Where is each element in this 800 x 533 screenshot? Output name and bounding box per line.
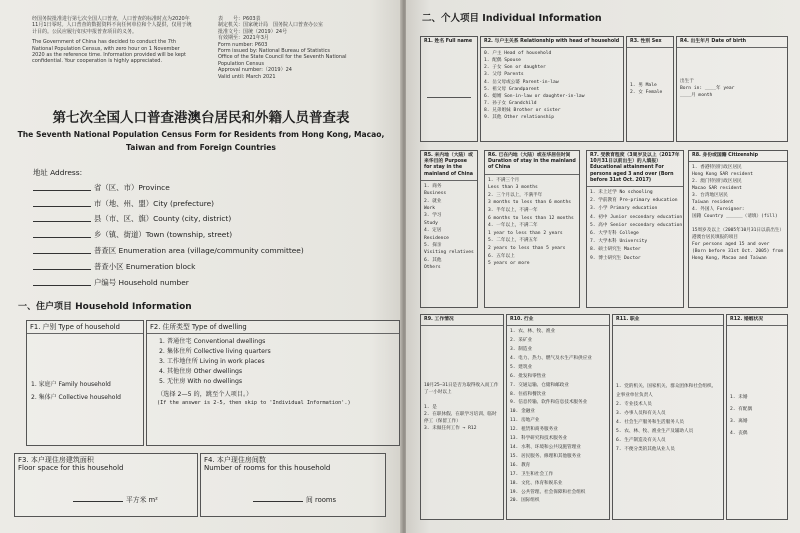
r3-heading: R3. 性别 Sex <box>627 37 673 48</box>
r7-options <box>587 187 683 265</box>
form-title-en: The Seventh National Population Census Form for Residents from Hong Kong, Macao, Taiwan and from Foreign Countries <box>17 130 385 152</box>
r6-option[interactable]: 6 months to less than 12 months <box>488 215 574 221</box>
r10-option[interactable]: 13. 科学研究和技术服务业 <box>510 436 568 442</box>
r10-option[interactable]: 12. 租赁和商务服务业 <box>510 427 558 433</box>
r2-option[interactable]: 4. 岳父母或公婆 Parent-in-law <box>484 79 559 85</box>
metadata-line: Office of the State Council for the Seventh National <box>218 54 347 61</box>
r10-option[interactable]: 4. 电力、热力、燃气及水生产和供应业 <box>510 355 592 361</box>
r4-birth-date-box <box>676 36 788 142</box>
f1-options <box>27 334 143 407</box>
address-blank[interactable] <box>33 237 91 238</box>
r7-option[interactable]: 3. 小学 Primary education <box>590 206 658 212</box>
r6-option[interactable]: 2. 三个月以上，不满半年 <box>488 192 543 198</box>
r8-option[interactable]: 4. 外国人 Foreigner: <box>692 207 745 213</box>
address-field-row[interactable] <box>33 277 189 288</box>
address-field-row[interactable] <box>33 229 232 240</box>
r5-option[interactable]: Others <box>424 265 441 271</box>
r11-option[interactable]: 7. 不便分类的其他从业人员 <box>616 447 675 453</box>
address-field-row[interactable] <box>33 182 170 193</box>
r12-option[interactable]: 1. 未婚 <box>730 395 748 401</box>
r5-option[interactable]: Business <box>424 191 447 197</box>
address-label: 地址 Address: <box>33 168 83 177</box>
r2-relationship-box <box>480 36 624 142</box>
r7-education-box <box>586 150 684 308</box>
r10-option[interactable]: 17. 卫生和社会工作 <box>510 471 554 477</box>
f4-answer-field[interactable] <box>253 494 336 504</box>
r5-option[interactable]: 3. 学习 <box>424 213 442 219</box>
address-blank[interactable] <box>33 253 91 254</box>
r8-option[interactable]: 2. 澳门特别行政区居民 <box>692 179 742 185</box>
r6-option[interactable]: 3 months to less than 6 months <box>488 200 571 206</box>
r7-option[interactable]: 6. 大学专科 College <box>590 231 639 237</box>
r2-options <box>481 48 623 123</box>
f2-option[interactable]: 1. 普通住宅 Conventional dwellings <box>159 338 266 345</box>
r8-citizenship-box <box>688 150 788 308</box>
r5-option[interactable]: 1. 商务 <box>424 183 442 189</box>
r9-option[interactable]: 10月25—31日是否为取得收入而工作了一小时以上 <box>424 383 499 396</box>
r6-option[interactable]: 6. 五年以上 <box>488 253 515 259</box>
f4-unit: 间 rooms <box>306 496 337 504</box>
r1-name-field[interactable] <box>427 97 471 98</box>
r3-option[interactable]: 1. 男 Male <box>630 83 657 89</box>
r11-heading: R11. 职业 <box>613 315 723 326</box>
f2-option[interactable]: 3. 工作地住所 Living in work places <box>159 358 265 365</box>
r10-industry-box <box>506 314 610 520</box>
r10-option[interactable]: 16. 教育 <box>510 462 531 468</box>
address-field-row[interactable] <box>33 261 195 272</box>
r2-option[interactable]: 0. 户主 Head of household <box>484 51 552 57</box>
r10-heading: R10. 行业 <box>507 315 609 326</box>
f2-option[interactable]: 2. 集体住所 Collective living quarters <box>159 348 271 355</box>
r6-heading: R6. 已在内地（大陆）或在华居住时间 Duration of stay in the mainland of China <box>485 151 579 175</box>
f1-option[interactable]: 1. 家庭户 Family household <box>31 381 111 388</box>
metadata-line: Form issued by: National Bureau of Statistics <box>218 48 330 55</box>
r10-option[interactable]: 14. 水利、环境和公共设施管理业 <box>510 444 581 450</box>
r9-employment-box <box>420 314 504 520</box>
r10-option[interactable]: 9. 信息传输、软件和信息技术服务业 <box>510 400 588 406</box>
r5-options <box>421 181 477 274</box>
r7-option[interactable]: 7. 大学本科 University <box>590 239 648 245</box>
r5-option[interactable]: 2. 就业 <box>424 198 442 204</box>
f1-household-type-box <box>26 320 144 446</box>
r8-option[interactable]: 3. 台湾地区居民 <box>692 193 728 199</box>
r8-option[interactable]: Hong Kong SAR resident <box>692 172 753 178</box>
f2-dwelling-type-box <box>146 320 400 446</box>
address-field-row[interactable] <box>33 213 231 224</box>
r5-option[interactable]: 5. 探亲 <box>424 243 442 249</box>
r9-option[interactable] <box>424 397 500 404</box>
f2-heading: F2. 住所类型 Type of dwelling <box>147 321 399 334</box>
r5-option[interactable]: 6. 其他 <box>424 257 442 263</box>
r8-option[interactable] <box>692 220 784 227</box>
f2-note-zh: （选择 2—5 的，跳至个人项目。） <box>157 391 253 398</box>
f2-note-en: (If the answer is 2-5, then skip to 'Individual Information'.) <box>157 400 351 406</box>
metadata-line: Population Census <box>218 60 264 67</box>
r12-heading: R12. 婚姻状况 <box>727 315 787 326</box>
address-field-label: 县（市、区、旗）County (city, district) <box>94 214 232 223</box>
r9-option[interactable]: 3. 未做任何工作 → R12 <box>424 426 477 432</box>
r7-option[interactable]: 8. 硕士研究生 Master <box>590 247 641 253</box>
metadata-line: Approval number:（2019）24 <box>218 67 292 74</box>
r5-option[interactable]: 4. 定居 <box>424 228 442 234</box>
r8-option[interactable]: 国籍 Country ______（请填）(fill) <box>692 214 778 220</box>
r6-option[interactable]: 1 year to less than 2 years <box>488 230 563 236</box>
r8-option[interactable]: 1. 香港特别行政区居民 <box>692 165 742 171</box>
r6-option[interactable]: 4. 一年以上，不满二年 <box>488 223 538 229</box>
r6-option[interactable]: 5. 二年以上，不满五年 <box>488 238 538 244</box>
r9-options <box>421 326 503 434</box>
r5-option[interactable]: Residence <box>424 235 449 241</box>
r10-option[interactable]: 18. 文化、体育和娱乐业 <box>510 480 563 486</box>
household-section-title: 一、住户项目 Household Information <box>18 302 192 312</box>
r6-option[interactable]: 3. 半年以上，不满一年 <box>488 207 538 213</box>
r4-heading: R4. 出生年月 Date of birth <box>677 37 787 48</box>
address-field-label: 乡（镇、街道）Town (township, street) <box>94 230 233 239</box>
r10-option[interactable]: 19. 公共管理、社会保障和社会组织 <box>510 489 586 495</box>
form-title-cn: 第七次全国人口普查港澳台居民和外籍人员普查表 <box>52 110 350 126</box>
r2-option[interactable]: 9. 其他 Other relationship <box>484 115 555 121</box>
r10-option[interactable]: 11. 房地产业 <box>510 418 540 424</box>
r2-option[interactable]: 6. 媳婿 Son-in-law or daughter-in-law <box>484 93 585 99</box>
r11-option[interactable]: 5. 农、林、牧、渔业生产及辅助人员 <box>616 429 694 435</box>
address-blank[interactable] <box>33 269 91 270</box>
r3-sex-box <box>626 36 674 142</box>
r7-option[interactable]: 2. 学前教育 Pre-primary education <box>590 198 678 204</box>
r2-option[interactable]: 8. 兄弟姐妹 Brother or sister <box>484 107 561 113</box>
r8-option[interactable]: Taiwan resident <box>692 200 734 206</box>
address-blank[interactable] <box>33 190 91 191</box>
r8-option[interactable]: 15周岁及以上（2005年10月31日以前出生）港澳台居民填报的项目 <box>692 228 784 241</box>
f3-unit: 平方米 m² <box>126 496 158 504</box>
r3-options <box>627 48 673 98</box>
address-field-label: 省（区、市）Province <box>94 183 170 192</box>
address-field-row[interactable] <box>33 245 304 256</box>
f2-option[interactable]: 5. 无住房 With no dwellings <box>159 378 243 385</box>
r1-name-box <box>420 36 478 142</box>
r11-option[interactable]: 4. 社会生产服务和生活服务人员 <box>616 420 685 426</box>
address-field-label: 普查区 Enumeration area (village/community committee) <box>94 246 304 255</box>
r5-heading: R5. 来内地（大陆）或来华目的 Purpose for stay in the mainland of China <box>421 151 477 181</box>
metadata-line: Valid until: March 2021 <box>218 73 276 80</box>
census-notice <box>32 16 192 69</box>
r4-date-line[interactable]: ____月 month <box>680 93 713 99</box>
r2-option[interactable]: 3. 父母 Parents <box>484 72 524 78</box>
metadata-line: 批准文号：国统（2019）24号 <box>218 28 288 35</box>
notice-en: The Government of China has decided to conduct the 7th National Population Census, with zero hour on 1 November 2020 as the reference time. Information provided will be kept confidential. Your cooperation is highly appreciated. <box>32 39 186 65</box>
r5-option[interactable]: Study <box>424 220 438 226</box>
f1-heading: F1. 户别 Type of household <box>27 321 143 334</box>
r6-options <box>485 175 579 270</box>
right-page <box>406 0 800 533</box>
r7-option[interactable]: 4. 初中 Junior secondary education <box>590 214 683 220</box>
r9-option[interactable]: 1. 是 <box>424 404 437 410</box>
r7-heading: R7. 受教育程度（3周岁及以上（2017年10月31日以前出生）的人填报）Educational attainment For persons aged 3 and over (Born before 31st Oct. 2017) <box>587 151 683 187</box>
r6-option[interactable]: 1. 不满三个月 <box>488 177 520 183</box>
notice-zh: 经国务院批准进行第七次全国人口普查，人口普查的标准时点为2020年11月1日零时。人口普查的数据资料不向任何单位和个人提供，仅用于统计目的。公民应履行如实申报普查项目的义务。 <box>32 16 192 35</box>
r10-option[interactable]: 6. 批发和零售业 <box>510 373 546 379</box>
r8-option[interactable]: For persons aged 15 and over (Born before 31st Oct. 2005) from Hong Kong, Macao and Taiwan <box>692 242 784 262</box>
address-field-label: 户编号 Household number <box>94 278 189 287</box>
r7-option[interactable]: 5. 高中 Senior secondary education <box>590 222 683 228</box>
r12-option[interactable]: 3. 离婚 <box>730 419 748 425</box>
r1-heading: R1. 姓名 Full name <box>424 39 473 44</box>
r10-option[interactable]: 7. 交通运输、仓储和邮政业 <box>510 382 569 388</box>
r5-purpose-box <box>420 150 478 308</box>
r3-option[interactable]: 2. 女 Female <box>630 90 663 96</box>
address-blank[interactable] <box>33 221 91 222</box>
r6-option[interactable]: Less than 3 months <box>488 185 538 191</box>
r2-heading: R2. 与户主关系 Relationship with head of household <box>481 37 623 48</box>
r11-occupation-box <box>612 314 724 520</box>
r7-option[interactable]: 1. 未上过学 No schooling <box>590 190 653 196</box>
r6-duration-box <box>484 150 580 308</box>
individual-section-title: 二、个人项目 Individual Information <box>422 13 602 24</box>
r10-option[interactable]: 8. 住宿和餐饮业 <box>510 391 546 397</box>
r11-option[interactable]: 6. 生产制造及有关人员 <box>616 438 666 444</box>
r9-heading: R9. 工作情况 <box>421 315 503 326</box>
metadata-line: 制定机关：国家统计局 国务院人口普查办公室 <box>218 22 324 29</box>
metadata-line: 表 号：P603表 <box>218 16 261 22</box>
r11-option[interactable]: 3. 办事人员和有关人员 <box>616 411 666 417</box>
address-field-label: 市（地、州、盟）City (prefecture) <box>94 199 215 208</box>
r11-options <box>613 326 723 456</box>
r8-heading: R8. 身份或国籍 Citizenship <box>689 151 787 162</box>
r5-option[interactable]: Visiting relatives <box>424 250 474 256</box>
r10-option[interactable]: 10. 金融业 <box>510 409 535 415</box>
r10-option[interactable]: 2. 采矿业 <box>510 338 533 344</box>
metadata-line: Form number: P603 <box>218 41 268 48</box>
r2-option[interactable]: 5. 祖父母 Grandparent <box>484 86 540 92</box>
r10-option[interactable]: 15. 居民服务、修理和其他服务业 <box>510 453 581 459</box>
f4-rooms-box <box>200 453 386 517</box>
address-blank[interactable] <box>33 285 91 286</box>
address-field-label: 普查小区 Enumeration block <box>94 262 196 271</box>
r11-option[interactable]: 1. 党的机关、国家机关、群众团体和社会组织、企事业单位负责人 <box>616 384 717 399</box>
r10-option[interactable]: 3. 制造业 <box>510 347 533 353</box>
r12-options <box>727 326 787 442</box>
r2-option[interactable]: 7. 孙子女 Grandchild <box>484 100 537 106</box>
r4-date-fields <box>677 48 787 101</box>
r10-option[interactable]: 20. 国际组织 <box>510 498 540 504</box>
address-blank[interactable] <box>33 206 91 207</box>
r2-option[interactable]: 2. 子女 Son or daughter <box>484 65 546 71</box>
r5-option[interactable]: Work <box>424 206 436 212</box>
f2-option[interactable]: 4. 其他住房 Other dwellings <box>159 368 243 375</box>
r10-option[interactable]: 5. 建筑业 <box>510 364 533 370</box>
r6-option[interactable]: 5 years or more <box>488 261 530 267</box>
r8-options <box>689 162 787 264</box>
r12-option[interactable]: 2. 有配偶 <box>730 407 753 413</box>
r8-option[interactable]: Macao SAR resident <box>692 186 742 192</box>
r10-option[interactable]: 1. 农、林、牧、渔业 <box>510 329 556 335</box>
f1-option[interactable]: 2. 集体户 Collective household <box>31 394 121 401</box>
f4-heading-zh: F4. 本户现住房间数 <box>204 456 266 464</box>
r7-option[interactable]: 9. 博士研究生 Doctor <box>590 255 641 261</box>
r11-option[interactable]: 2. 专业技术人员 <box>616 402 652 408</box>
r12-marital-box <box>726 314 788 520</box>
f3-heading-zh: F3. 本户现住房建筑面积 <box>18 456 94 464</box>
form-metadata <box>218 16 388 80</box>
r6-option[interactable]: 2 years to less than 5 years <box>488 245 566 251</box>
f3-floor-space-box <box>14 453 198 517</box>
f3-answer-field[interactable] <box>73 494 158 504</box>
r10-options <box>507 326 609 508</box>
f2-options <box>147 334 399 390</box>
f3-heading-en: Floor space for this household <box>18 464 124 472</box>
r2-option[interactable]: 1. 配偶 Spouse <box>484 58 521 64</box>
r4-date-line[interactable]: Born in: ____年 year <box>680 86 735 92</box>
metadata-line: 有效期至：2021年3月 <box>218 35 269 42</box>
r4-date-line[interactable]: 出生于 <box>680 79 694 85</box>
r9-option[interactable]: 2. 在职休假、在职学习培训、临时停工（保留工作） <box>424 412 497 425</box>
address-field-row[interactable] <box>33 198 214 209</box>
r12-option[interactable]: 4. 丧偶 <box>730 431 748 437</box>
f4-heading-en: Number of rooms for this household <box>204 464 331 472</box>
